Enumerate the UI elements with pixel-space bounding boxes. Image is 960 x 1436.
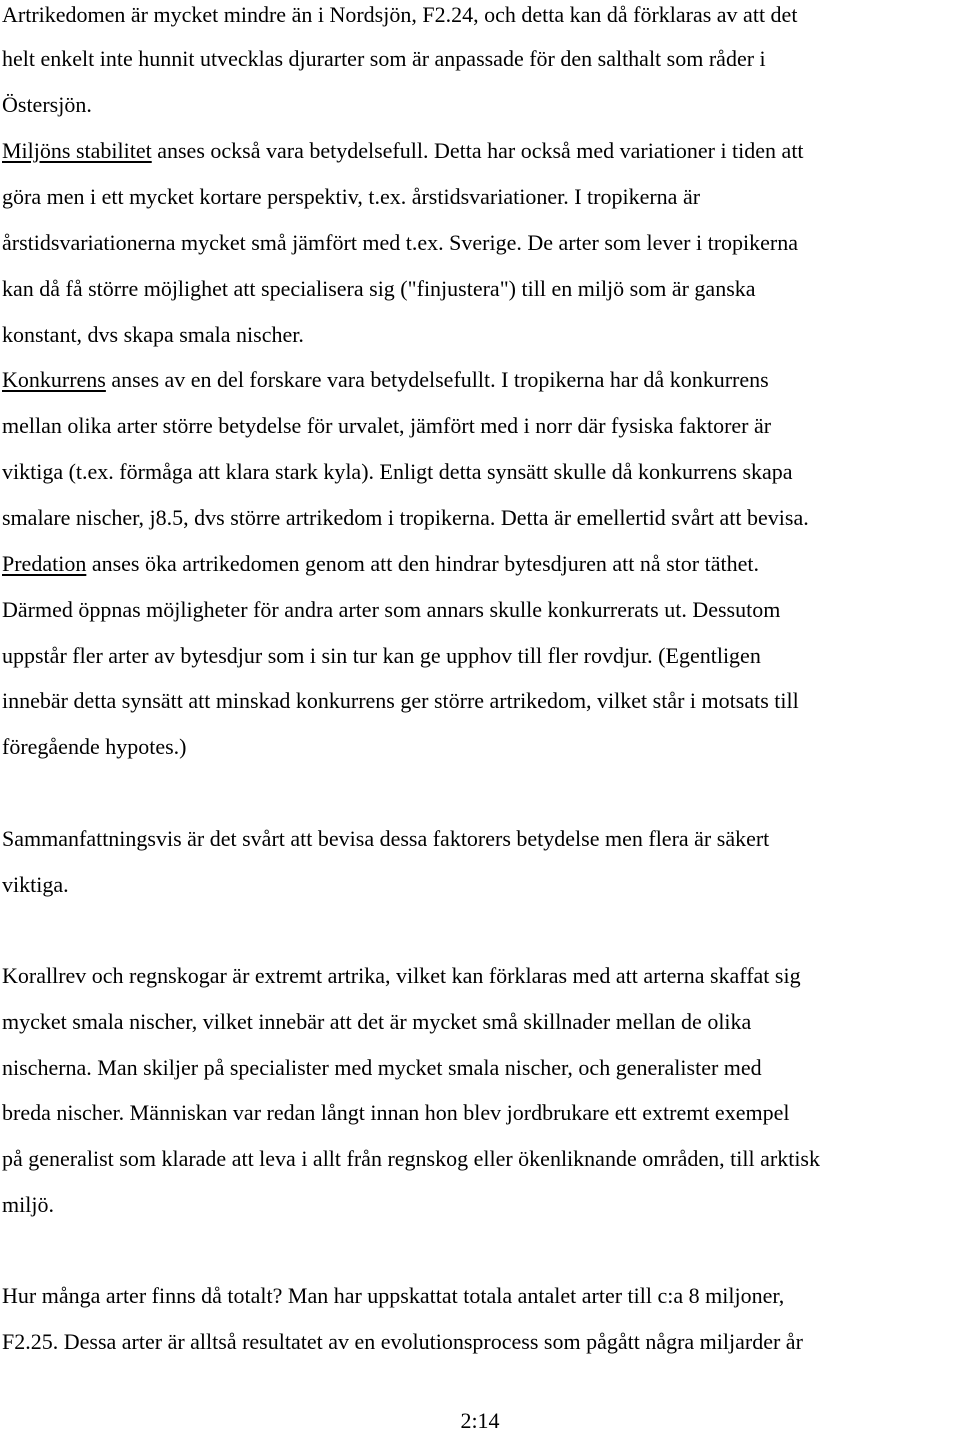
text-line: breda nischer. Människan var redan långt innan hon blev jordbrukare ett extremt exempel bbox=[2, 1100, 790, 1125]
text-span: anses också vara betydelsefull. Detta har också med variationer i tiden att bbox=[151, 138, 804, 163]
text-line: konstant, dvs skapa smala nischer. bbox=[2, 322, 304, 347]
text-line: Korallrev och regnskogar är extremt artrika, vilket kan förklaras med att arterna skaffat sig bbox=[2, 963, 801, 988]
text-line: kan då få större möjlighet att specialisera sig ("finjustera") till en miljö som är ganska bbox=[2, 276, 756, 301]
text-line: Sammanfattningsvis är det svårt att bevisa dessa faktorers betydelse men flera är säkert bbox=[2, 826, 770, 851]
section-heading: Predation bbox=[2, 551, 87, 576]
section-heading: Konkurrens bbox=[2, 367, 106, 392]
text-line: uppstår fler arter av bytesdjur som i sin tur kan ge upphov till fler rovdjur. (Egentligen bbox=[2, 643, 761, 668]
text-line: Hur många arter finns då totalt? Man har uppskattat totala antalet arter till c:a 8 miljoner, bbox=[2, 1283, 785, 1308]
text-line: Östersjön. bbox=[2, 92, 92, 117]
section-heading: Miljöns stabilitet bbox=[2, 138, 152, 163]
text-line: viktiga. bbox=[2, 872, 69, 897]
text-line bbox=[2, 549, 759, 579]
text-line: mellan olika arter större betydelse för urvalet, jämfört med i norr där fysiska faktorer är bbox=[2, 413, 772, 438]
text-line bbox=[2, 136, 804, 166]
text-line: göra men i ett mycket kortare perspektiv, t.ex. årstidsvariationer. I tropikerna är bbox=[2, 184, 701, 209]
page-number: 2:14 bbox=[460, 1408, 500, 1433]
text-line: smalare nischer, j8.5, dvs större artrikedom i tropikerna. Detta är emellertid svårt att bevisa. bbox=[2, 505, 809, 530]
text-line: mycket smala nischer, vilket innebär att det är mycket små skillnader mellan de olika bbox=[2, 1009, 752, 1034]
text-span: anses av en del forskare vara betydelsefullt. I tropikerna har då konkurrens bbox=[105, 367, 769, 392]
text-line: helt enkelt inte hunnit utvecklas djurarter som är anpassade för den salthalt som råder i bbox=[2, 46, 766, 71]
text-span: anses öka artrikedomen genom att den hindrar bytesdjuren att nå stor täthet. bbox=[86, 551, 759, 576]
text-line: årstidsvariationerna mycket små jämfört med t.ex. Sverige. De arter som lever i tropikerna bbox=[2, 230, 798, 255]
text-line: nischerna. Man skiljer på specialister med mycket smala nischer, och generalister med bbox=[2, 1055, 762, 1080]
text-line: viktiga (t.ex. förmåga att klara stark kyla). Enligt detta synsätt skulle då konkurrens skapa bbox=[2, 459, 793, 484]
text-line: på generalist som klarade att leva i allt från regnskog eller ökenliknande områden, till arktisk bbox=[2, 1146, 820, 1171]
text-line: Artrikedomen är mycket mindre än i Nordsjön, F2.24, och detta kan då förklaras av att det bbox=[2, 2, 798, 27]
text-line: Därmed öppnas möjligheter för andra arter som annars skulle konkurrerats ut. Dessutom bbox=[2, 597, 781, 622]
text-line bbox=[2, 365, 769, 395]
text-line: F2.25. Dessa arter är alltså resultatet av en evolutionsprocess som pågått några miljarder år bbox=[2, 1329, 803, 1354]
text-line: föregående hypotes.) bbox=[2, 734, 187, 759]
text-line: innebär detta synsätt att minskad konkurrens ger större artrikedom, vilket står i motsats till bbox=[2, 688, 799, 713]
text-line: miljö. bbox=[2, 1192, 54, 1217]
